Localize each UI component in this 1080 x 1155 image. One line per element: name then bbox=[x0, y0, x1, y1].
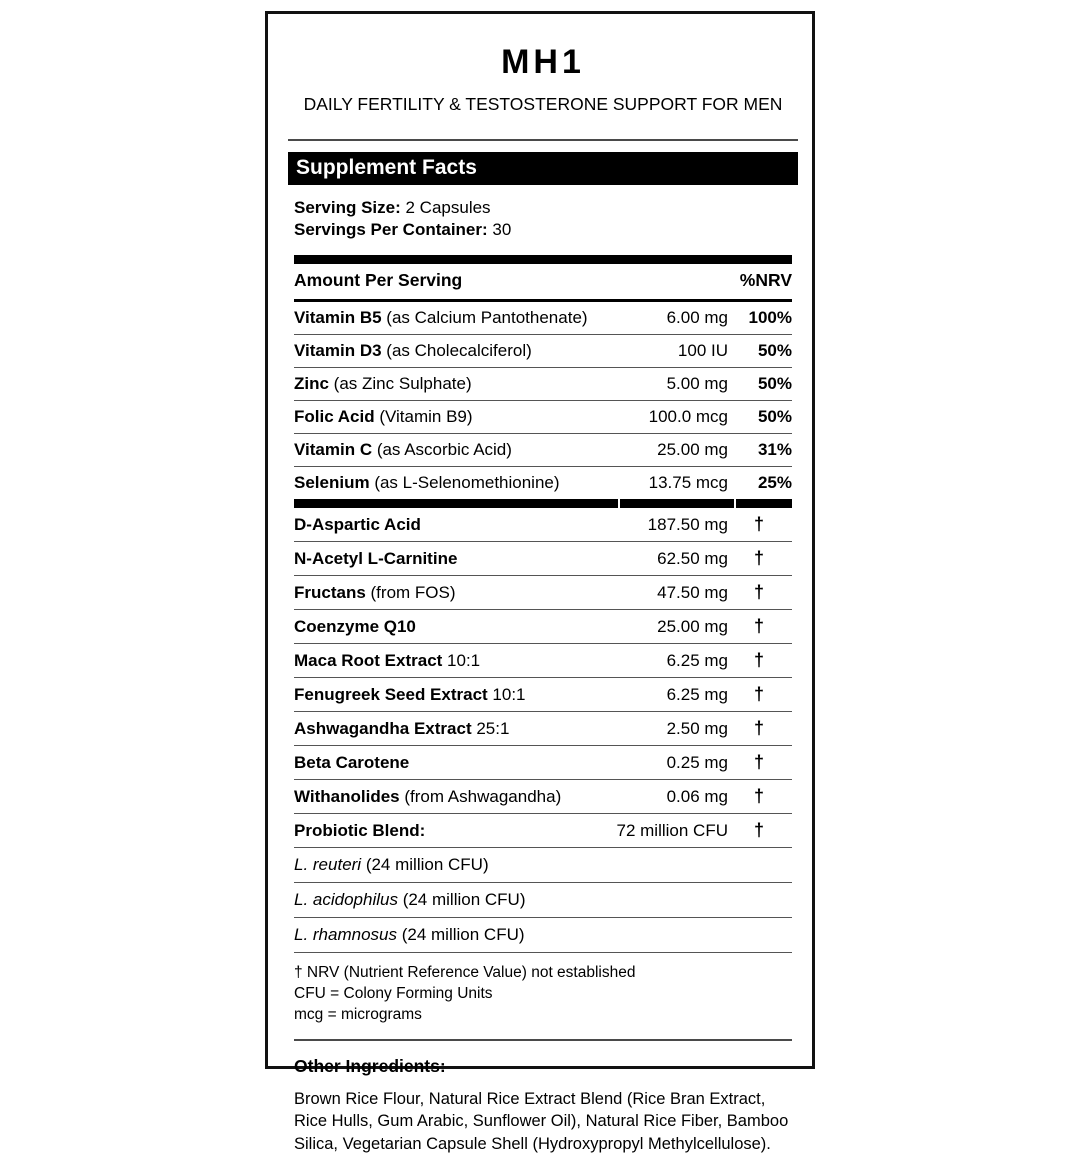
other-ingredients-title: Other Ingredients: bbox=[288, 1041, 798, 1077]
ingredient-name-text: Vitamin C bbox=[294, 440, 372, 459]
ingredient-name bbox=[294, 467, 616, 499]
active-rows-wrap bbox=[288, 508, 798, 847]
ingredient-name-text: Coenzyme Q10 bbox=[294, 617, 416, 636]
ingredient-qualifier: (from FOS) bbox=[366, 583, 456, 602]
strain-cell bbox=[294, 848, 792, 882]
strain-rows-table bbox=[294, 847, 792, 953]
ingredient-name-text: Vitamin B5 bbox=[294, 308, 382, 327]
table-row bbox=[294, 746, 792, 779]
ingredient-nrv: † bbox=[734, 644, 792, 677]
supplement-facts-heading: Supplement Facts bbox=[288, 152, 798, 185]
table-row bbox=[294, 508, 792, 541]
footnote-line: mcg = micrograms bbox=[294, 1004, 792, 1025]
strain-species: L. acidophilus bbox=[294, 890, 398, 909]
nutrients-table-body bbox=[294, 264, 792, 299]
ingredient-name bbox=[294, 434, 616, 466]
ingredient-nrv: † bbox=[734, 542, 792, 575]
table-row bbox=[294, 814, 792, 847]
serving-size-line bbox=[294, 197, 798, 220]
ingredient-name bbox=[294, 746, 616, 779]
ingredient-amount: 100 IU bbox=[616, 335, 734, 367]
ingredient-name-text: Fructans bbox=[294, 583, 366, 602]
nrv-header: %NRV bbox=[734, 264, 792, 299]
nutrient-rows-table bbox=[294, 302, 792, 499]
table-header-row bbox=[294, 264, 792, 299]
ingredient-qualifier: 25:1 bbox=[472, 719, 510, 738]
ingredient-name bbox=[294, 678, 616, 711]
strain-row bbox=[294, 848, 792, 882]
ingredient-nrv: † bbox=[734, 746, 792, 779]
servings-per-container-value: 30 bbox=[492, 220, 511, 239]
ingredient-qualifier: 10:1 bbox=[442, 651, 480, 670]
ingredient-nrv: † bbox=[734, 576, 792, 609]
ingredient-name-text: Vitamin D3 bbox=[294, 341, 382, 360]
table-row bbox=[294, 644, 792, 677]
ingredient-name-text: N-Acetyl L-Carnitine bbox=[294, 549, 457, 568]
ingredient-amount: 72 million CFU bbox=[616, 814, 734, 847]
strain-row bbox=[294, 918, 792, 952]
ingredient-name-text: Maca Root Extract bbox=[294, 651, 442, 670]
ingredient-amount: 13.75 mcg bbox=[616, 467, 734, 499]
servings-per-container-line bbox=[294, 219, 798, 242]
strain-rows-body bbox=[294, 847, 792, 953]
ingredient-amount: 6.25 mg bbox=[616, 644, 734, 677]
table-row bbox=[294, 434, 792, 466]
header-divider bbox=[288, 139, 798, 141]
table-row bbox=[294, 467, 792, 499]
ingredient-amount: 62.50 mg bbox=[616, 542, 734, 575]
ingredient-name bbox=[294, 401, 616, 433]
ingredient-nrv: † bbox=[734, 780, 792, 813]
footnotes bbox=[288, 953, 798, 1025]
facts-table-wrap bbox=[288, 264, 798, 299]
ingredient-nrv: † bbox=[734, 814, 792, 847]
ingredient-nrv: 31% bbox=[734, 434, 792, 466]
ingredient-amount: 2.50 mg bbox=[616, 712, 734, 745]
ingredient-nrv: † bbox=[734, 712, 792, 745]
strain-species: L. reuteri bbox=[294, 855, 361, 874]
ingredient-name bbox=[294, 576, 616, 609]
product-subtitle: DAILY FERTILITY & TESTOSTERONE SUPPORT FOR MEN bbox=[288, 96, 798, 114]
ingredient-qualifier: 10:1 bbox=[488, 685, 526, 704]
ingredient-name bbox=[294, 302, 616, 334]
ingredient-amount: 0.25 mg bbox=[616, 746, 734, 779]
ingredient-name-text: Zinc bbox=[294, 374, 329, 393]
ingredient-name bbox=[294, 780, 616, 813]
ingredient-nrv: 50% bbox=[734, 335, 792, 367]
strain-species: L. rhamnosus bbox=[294, 925, 397, 944]
ingredient-name-text: Fenugreek Seed Extract bbox=[294, 685, 488, 704]
ingredient-amount: 25.00 mg bbox=[616, 610, 734, 643]
ingredient-amount: 6.25 mg bbox=[616, 678, 734, 711]
serving-info bbox=[288, 197, 798, 242]
ingredient-qualifier: (Vitamin B9) bbox=[375, 407, 473, 426]
ingredient-amount: 6.00 mg bbox=[616, 302, 734, 334]
active-rows-body bbox=[294, 508, 792, 847]
ingredient-name bbox=[294, 335, 616, 367]
table-row bbox=[294, 780, 792, 813]
strain-cfu: (24 million CFU) bbox=[397, 925, 525, 944]
ingredient-nrv: † bbox=[734, 508, 792, 541]
ingredient-qualifier: (as Zinc Sulphate) bbox=[329, 374, 472, 393]
product-title: MH1 bbox=[288, 45, 798, 79]
nutrient-rows-body bbox=[294, 302, 792, 499]
ingredient-qualifier: (as Ascorbic Acid) bbox=[372, 440, 512, 459]
ingredient-name-text: Withanolides bbox=[294, 787, 400, 806]
strain-cell bbox=[294, 883, 792, 917]
rule-thick-top bbox=[294, 255, 792, 264]
ingredient-name bbox=[294, 712, 616, 745]
servings-per-container-label: Servings Per Container: bbox=[294, 220, 488, 239]
ingredient-nrv: † bbox=[734, 610, 792, 643]
table-row bbox=[294, 401, 792, 433]
ingredient-qualifier: (from Ashwagandha) bbox=[400, 787, 562, 806]
ingredient-nrv: 50% bbox=[734, 368, 792, 400]
ingredient-nrv: † bbox=[734, 678, 792, 711]
ingredient-amount: 0.06 mg bbox=[616, 780, 734, 813]
strain-cfu: (24 million CFU) bbox=[398, 890, 526, 909]
footnote-line: † NRV (Nutrient Reference Value) not established bbox=[294, 962, 792, 983]
table-row bbox=[294, 576, 792, 609]
ingredient-nrv: 50% bbox=[734, 401, 792, 433]
ingredient-nrv: 100% bbox=[734, 302, 792, 334]
table-row bbox=[294, 542, 792, 575]
table-row bbox=[294, 712, 792, 745]
ingredient-name bbox=[294, 610, 616, 643]
ingredient-name-text: Selenium bbox=[294, 473, 370, 492]
ingredient-name-text: Beta Carotene bbox=[294, 753, 409, 772]
table-row bbox=[294, 368, 792, 400]
ingredient-nrv: 25% bbox=[734, 467, 792, 499]
ingredient-amount: 187.50 mg bbox=[616, 508, 734, 541]
ingredient-qualifier: (as L-Selenomethionine) bbox=[370, 473, 560, 492]
footnote-line: CFU = Colony Forming Units bbox=[294, 983, 792, 1004]
ingredient-name-text: Ashwagandha Extract bbox=[294, 719, 472, 738]
ingredient-name bbox=[294, 542, 616, 575]
amount-per-serving-header: Amount Per Serving bbox=[294, 264, 616, 299]
nutrients-table bbox=[294, 264, 792, 299]
serving-size-value: 2 Capsules bbox=[406, 198, 491, 217]
table-row bbox=[294, 302, 792, 334]
nutrient-rows-wrap bbox=[288, 302, 798, 499]
ingredient-amount: 5.00 mg bbox=[616, 368, 734, 400]
ingredient-name bbox=[294, 644, 616, 677]
strain-cfu: (24 million CFU) bbox=[361, 855, 489, 874]
ingredient-name-text: D-Aspartic Acid bbox=[294, 515, 421, 534]
ingredient-name bbox=[294, 368, 616, 400]
label-inner bbox=[288, 14, 798, 1155]
table-row bbox=[294, 610, 792, 643]
other-ingredients-text: Brown Rice Flour, Natural Rice Extract Blend (Rice Bran Extract, Rice Hulls, Gum Arabic, Sunflower Oil), Natural Rice Fiber, Bamboo Silica, Vegetarian Capsule Shell (Hydroxypropyl Methylcellulose). bbox=[288, 1077, 798, 1155]
ingredient-amount: 100.0 mcg bbox=[616, 401, 734, 433]
strain-rows-wrap bbox=[288, 847, 798, 953]
strain-cell bbox=[294, 918, 792, 952]
ingredient-qualifier: (as Cholecalciferol) bbox=[382, 341, 532, 360]
table-row bbox=[294, 335, 792, 367]
active-rows-table bbox=[294, 508, 792, 847]
strain-row bbox=[294, 883, 792, 917]
ingredient-qualifier: (as Calcium Pantothenate) bbox=[382, 308, 588, 327]
serving-size-label: Serving Size: bbox=[294, 198, 401, 217]
ingredient-name bbox=[294, 508, 616, 541]
table-row bbox=[294, 678, 792, 711]
ingredient-name bbox=[294, 814, 616, 847]
ingredient-name-text: Probiotic Blend: bbox=[294, 821, 425, 840]
ingredient-amount: 47.50 mg bbox=[616, 576, 734, 609]
ingredient-amount: 25.00 mg bbox=[616, 434, 734, 466]
rule-split-separator bbox=[294, 499, 792, 508]
ingredient-name-text: Folic Acid bbox=[294, 407, 375, 426]
supplement-facts-label bbox=[265, 11, 815, 1069]
